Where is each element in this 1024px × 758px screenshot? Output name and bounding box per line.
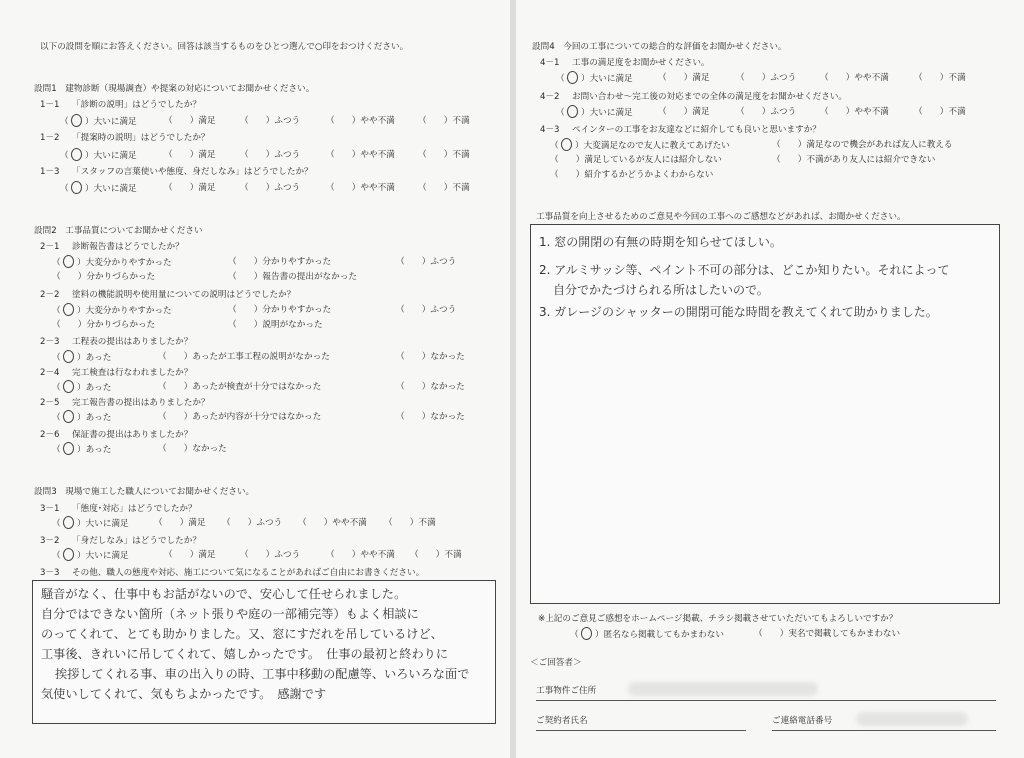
- q3-1-opt2[interactable]: （ ）満足: [154, 518, 206, 528]
- q4-3-opt3[interactable]: （ ）満足しているが友人には紹介しない: [550, 155, 722, 165]
- q2-6-opt1[interactable]: （ ）あった: [52, 444, 111, 456]
- contractor-name-line: [536, 730, 746, 731]
- q2-2-num: 2－2: [40, 290, 60, 300]
- selected-circle-icon: [63, 442, 74, 455]
- handwriting-line-3: のってくれて、とても助かりました。又、窓にすだれを吊しているけど、: [41, 627, 443, 641]
- selected-circle-icon: [567, 105, 578, 118]
- q2-3-question: 工程表の提出はありましたか？: [72, 337, 193, 347]
- q4-2-opt2[interactable]: （ ）満足: [658, 107, 710, 117]
- q2-3-opt1[interactable]: （ ）あった: [52, 352, 111, 364]
- q1-1-opt4[interactable]: （ ）やや不満: [326, 116, 395, 126]
- q4-2-opt4[interactable]: （ ）やや不満: [820, 107, 889, 117]
- q2-3-opt3[interactable]: （ ）なかった: [396, 352, 465, 362]
- q1-3-question: 「スタッフの言葉使いや態度、身だしなみ」はどうでしたか？: [72, 167, 313, 177]
- q2-title: 設問2 工事品質についてお聞かせください: [34, 226, 203, 236]
- handwriting-line-2: 自分ではできない箇所（ネット張りや庭の一部補完等）もよく相談に: [41, 607, 419, 621]
- q4-3-opt2[interactable]: （ ）満足なので機会があれば友人に教える: [772, 140, 953, 150]
- comment-box[interactable]: [530, 224, 1000, 604]
- selected-circle-icon: [581, 627, 592, 640]
- q3-1-num: 3－1: [40, 504, 60, 514]
- handwriting-line-5: 挨拶してくれる事、車の出入りの時、工事中移動の配慮等、いろいろな面で: [55, 667, 470, 681]
- q2-5-num: 2－5: [40, 398, 60, 408]
- q3-3-num: 3－3: [40, 568, 60, 578]
- q1-3-num: 1－3: [40, 167, 60, 177]
- handwriting-line-4: 工事後、きれいに吊してくれて、嬉しかったです。 仕事の最初と終わりに: [41, 647, 449, 661]
- q3-1-opt3[interactable]: （ ）ふつう: [222, 518, 283, 528]
- q3-2-num: 3－2: [40, 536, 60, 546]
- survey-sheet-left: [0, 0, 510, 758]
- q1-title: 設問1 建物診断（現場調査）や提案の対応についてお聞かせください。: [34, 84, 315, 94]
- q3-1-opt4[interactable]: （ ）やや不満: [298, 518, 367, 528]
- comment-line-2: 2. アルミサッシ等、ペイント不可の部分は、どこか知りたい。それによって: [539, 263, 950, 277]
- q1-1-opt2[interactable]: （ ）満足: [164, 116, 216, 126]
- redacted-address: [628, 682, 818, 696]
- property-address-line: [536, 700, 996, 701]
- q2-6-question: 保証書の提出はありましたか？: [72, 430, 193, 440]
- q2-5-opt2[interactable]: （ ）あったが内容が十分ではなかった: [158, 412, 322, 422]
- selected-circle-icon: [567, 71, 578, 84]
- q2-5-question: 完工報告書の提出はありましたか？: [72, 398, 210, 408]
- q3-2-opt2[interactable]: （ ）満足: [164, 550, 216, 560]
- handwriting-line-1: 騒音がなく、仕事中もお話がないので、安心して任せられました。: [41, 587, 407, 601]
- selected-circle-icon: [63, 516, 74, 529]
- selected-circle-icon: [63, 410, 74, 423]
- q1-3-opt2[interactable]: （ ）満足: [164, 183, 216, 193]
- selected-circle-icon: [63, 350, 74, 363]
- q2-1-opt3[interactable]: （ ）ふつう: [396, 257, 457, 267]
- q1-2-opt3[interactable]: （ ）ふつう: [240, 150, 301, 160]
- q4-1-opt2[interactable]: （ ）満足: [658, 73, 710, 83]
- q3-2-opt3[interactable]: （ ）ふつう: [240, 550, 301, 560]
- q2-5-opt3[interactable]: （ ）なかった: [396, 412, 465, 422]
- q1-1-question: 「診断の説明」はどうでしたか？: [72, 100, 201, 110]
- q3-3-question: その他、職人の態度や対応、施工について気になることがあればご自由にお書きください。: [72, 568, 425, 578]
- q1-3-opt5[interactable]: （ ）不満: [418, 183, 470, 193]
- q2-2-question: 塗料の機能説明や使用量についての説明はどうでしたか？: [72, 290, 296, 300]
- property-address-label: 工事物件ご住所: [536, 686, 597, 696]
- handwriting-line-6: 気使いしてくれて、気もちよかったです。 感謝です: [41, 687, 327, 701]
- comment-title: 工事品質を向上させるためのご意見や今回の工事へのご感想などがあれば、お聞かせください。: [536, 212, 906, 222]
- q3-comment-box[interactable]: [32, 580, 496, 724]
- q4-2-opt1[interactable]: （ ）大いに満足: [556, 107, 633, 119]
- selected-circle-icon: [63, 548, 74, 561]
- q3-title: 設問3 現場で施工した職人についてお聞かせください。: [34, 487, 255, 497]
- selected-circle-icon: [63, 380, 74, 393]
- q2-1-opt4[interactable]: （ ）分かりづらかった: [52, 272, 156, 282]
- phone-line: [772, 730, 996, 731]
- q3-1-opt1[interactable]: （ ）大いに満足: [52, 518, 129, 530]
- intro-text: 以下の設問を順にお答えください。回答は該当するものをひとつ選んで○印をおつけください。: [40, 42, 409, 52]
- q1-2-opt4[interactable]: （ ）やや不満: [326, 150, 395, 160]
- q1-1-opt1[interactable]: （ ）大いに満足: [60, 116, 137, 128]
- q2-6-num: 2－6: [40, 430, 60, 440]
- comment-line-1: 1. 窓の開閉の有無の時期を知らせてほしい。: [539, 235, 782, 249]
- q2-4-num: 2－4: [40, 368, 60, 378]
- q3-2-opt5[interactable]: （ ）不満: [410, 550, 462, 560]
- q4-3-opt5[interactable]: （ ）紹介するかどうかよくわからない: [550, 170, 714, 180]
- q1-2-question: 「提案時の説明」はどうでしたか？: [72, 133, 210, 143]
- q1-3-opt1[interactable]: （ ）大いに満足: [60, 183, 137, 195]
- q2-1-opt1[interactable]: （ ）大変分かりやすかった: [52, 257, 172, 269]
- selected-circle-icon: [71, 114, 82, 127]
- selected-circle-icon: [71, 181, 82, 194]
- selected-circle-icon: [561, 138, 572, 151]
- q4-3-question: ペインターの工事をお友達などに紹介しても良いと思いますか？: [572, 125, 821, 135]
- q2-3-opt2[interactable]: （ ）あったが工事工程の説明がなかった: [158, 352, 330, 362]
- q1-2-opt5[interactable]: （ ）不満: [418, 150, 470, 160]
- q4-2-opt3[interactable]: （ ）ふつう: [736, 107, 797, 117]
- q2-1-num: 2－1: [40, 242, 60, 252]
- q4-2-num: 4－2: [540, 92, 560, 102]
- selected-circle-icon: [63, 303, 74, 316]
- q3-1-question: 「態度･対応」はどうでしたか？: [72, 504, 197, 514]
- respondent-label: ＜ご回答者＞: [530, 658, 582, 668]
- q1-3-opt4[interactable]: （ ）やや不満: [326, 183, 395, 193]
- q2-4-opt2[interactable]: （ ）あったが検査が十分ではなかった: [158, 382, 322, 392]
- redacted-phone: [856, 712, 968, 726]
- q2-2-opt5[interactable]: （ ）説明がなかった: [228, 320, 323, 330]
- q3-2-opt1[interactable]: （ ）大いに満足: [52, 550, 129, 562]
- q1-3-opt3[interactable]: （ ）ふつう: [240, 183, 301, 193]
- q1-2-num: 1－2: [40, 133, 60, 143]
- q3-2-opt4[interactable]: （ ）やや不満: [326, 550, 395, 560]
- q1-1-opt3[interactable]: （ ）ふつう: [240, 116, 301, 126]
- contractor-name-label: ご契約者氏名: [536, 716, 588, 726]
- q4-1-opt4[interactable]: （ ）やや不満: [820, 73, 889, 83]
- consent-opt-anonymous[interactable]: （ ）匿名なら掲載してもかまわない: [570, 629, 724, 641]
- q4-1-num: 4－1: [540, 58, 560, 68]
- q4-title: 設問4 今回の工事についての総合的な評価をお聞かせください。: [532, 42, 787, 52]
- selected-circle-icon: [63, 255, 74, 268]
- selected-circle-icon: [71, 148, 82, 161]
- q2-5-opt1[interactable]: （ ）あった: [52, 412, 111, 424]
- q2-6-opt2[interactable]: （ ）なかった: [158, 444, 227, 454]
- comment-line-3: 自分でかたづけられる所はしたいので。: [553, 283, 769, 297]
- phone-label: ご連絡電話番号: [772, 716, 833, 726]
- q3-1-opt5[interactable]: （ ）不満: [384, 518, 436, 528]
- q2-4-opt3[interactable]: （ ）なかった: [396, 382, 465, 392]
- comment-line-4: 3. ガレージのシャッターの開閉可能な時間を教えてくれて助かりました。: [539, 305, 938, 319]
- q1-1-opt5[interactable]: （ ）不満: [418, 116, 470, 126]
- q2-2-opt3[interactable]: （ ）ふつう: [396, 305, 457, 315]
- q4-1-opt1[interactable]: （ ）大いに満足: [556, 73, 633, 85]
- q2-3-num: 2－3: [40, 337, 60, 347]
- q2-2-opt4[interactable]: （ ）分かりづらかった: [52, 320, 156, 330]
- q3-2-question: 「身だしなみ」はどうでしたか？: [72, 536, 201, 546]
- q2-4-opt1[interactable]: （ ）あった: [52, 382, 111, 394]
- q4-3-num: 4－3: [540, 125, 560, 135]
- q1-2-opt2[interactable]: （ ）満足: [164, 150, 216, 160]
- q1-2-opt1[interactable]: （ ）大いに満足: [60, 150, 137, 162]
- consent-opt-realname[interactable]: （ ）実名で掲載してもかまわない: [754, 629, 901, 639]
- q2-4-question: 完工検査は行なわれましたか？: [72, 368, 193, 378]
- q4-3-opt4[interactable]: （ ）不満があり友人には紹介できない: [772, 155, 936, 165]
- q4-1-question: 工事の満足度をお聞かせください。: [572, 58, 710, 68]
- q2-1-question: 診断報告書はどうでしたか？: [72, 242, 184, 252]
- q4-1-opt3[interactable]: （ ）ふつう: [736, 73, 797, 83]
- q2-2-opt1[interactable]: （ ）大変分かりやすかった: [52, 305, 172, 317]
- q1-1-num: 1－1: [40, 100, 60, 110]
- q4-2-opt5[interactable]: （ ）不満: [914, 107, 966, 117]
- q2-2-opt2[interactable]: （ ）分かりやすかった: [228, 305, 332, 315]
- consent-title: ※上記のご意見ご感想をホームページ掲載、チラシ掲載させていただいてもよろしいですか？: [538, 614, 898, 624]
- q4-1-opt5[interactable]: （ ）不満: [914, 73, 966, 83]
- q2-1-opt5[interactable]: （ ）報告書の提出がなかった: [228, 272, 357, 282]
- q4-2-question: お問い合わせ～完工後の対応までの全体の満足度をお聞かせください。: [572, 92, 848, 102]
- q2-1-opt2[interactable]: （ ）分かりやすかった: [228, 257, 332, 267]
- q4-3-opt1[interactable]: （ ）大変満足なので友人に教えてあげたい: [550, 140, 730, 152]
- survey-sheet-right: [516, 0, 1024, 758]
